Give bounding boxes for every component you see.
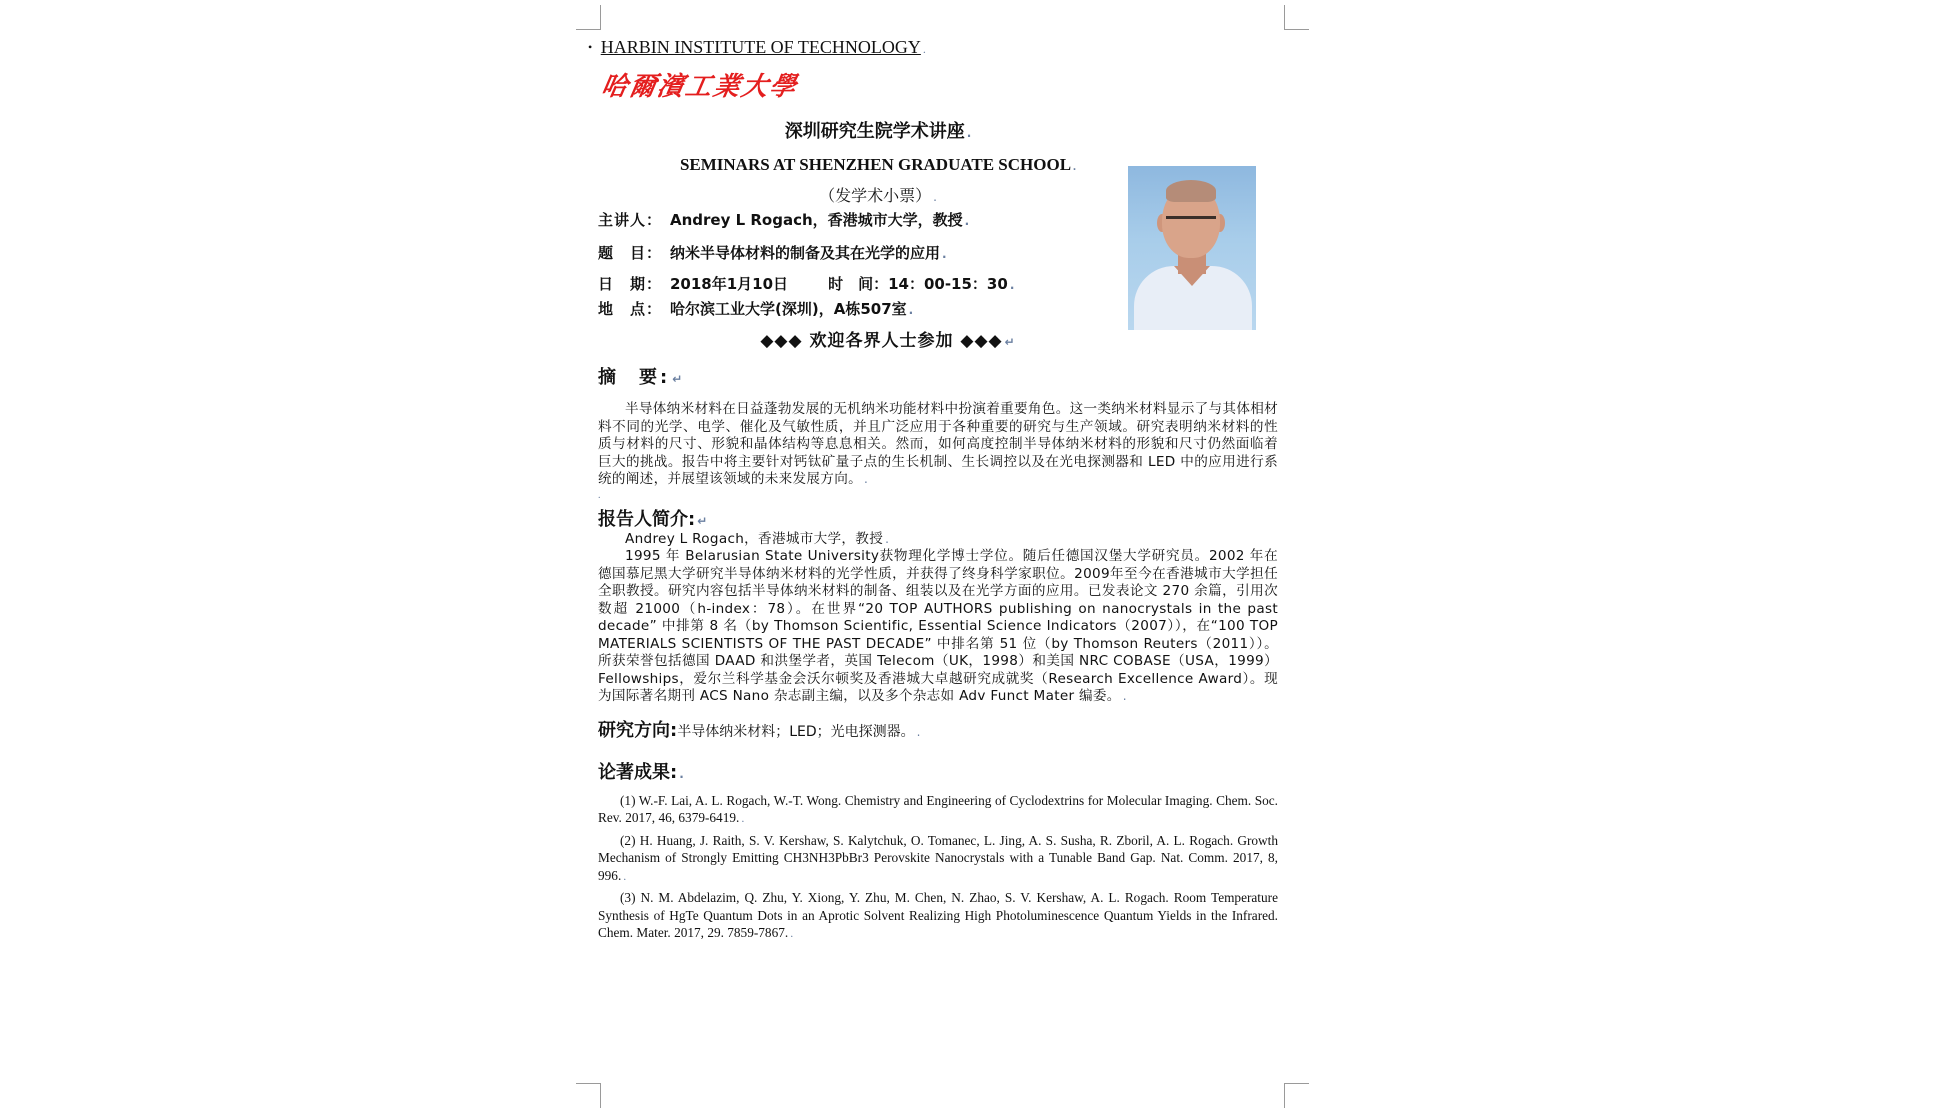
publication-item: (2) H. Huang, J. Raith, S. V. Kershaw, S. Kalytchuk, O. Tomanec, L. Jing, A. S. Susha, R. Zboril, A. L. Rogach. Growth Mechanism of Strongly Emitting CH3NH3PbBr3 Perovskite Nanocrystals with a Tunable Band Gap. Nat. Comm. 2017, 8, 996. .	[598, 832, 1278, 883]
speaker-label: 主讲人：	[598, 211, 663, 229]
speaker-value: Andrey L Rogach，香港城市大学，教授	[670, 211, 963, 229]
empty-paragraph-mark: .	[598, 489, 601, 501]
university-name-en[interactable]: HARBIN INSTITUTE OF TECHNOLOGY	[600, 37, 921, 57]
date-label: 日 期：	[598, 275, 663, 293]
research-line: 研究方向:半导体纳米材料；LED；光电探测器。 .	[598, 719, 921, 741]
venue-value: 哈尔滨工业大学(深圳)，A栋507室	[670, 300, 907, 318]
university-logo-cn: 哈爾濱工業大學	[598, 72, 801, 102]
publication-item: (3) N. M. Abdelazim, Q. Zhu, Y. Xiong, Y. Zhu, M. Chen, N. Zhao, S. V. Kershaw, A. L. Rogach. Room Temperature Synthesis of HgTe Quantum Dots in an Aprotic Solvent Realizing High Photoluminescence Quantum Yields in the Infrared. Chem. Mater. 2017, 29. 7859-7867. .	[598, 890, 1278, 940]
time-value: 14：00-15：30	[888, 275, 1008, 293]
seminar-title-cn: 深圳研究生院学术讲座 .	[784, 121, 972, 142]
speaker-photo	[1128, 166, 1256, 330]
research-value: 半导体纳米材料；LED；光电探测器。	[677, 723, 915, 740]
abstract-text: 半导体纳米材料在日益蓬勃发展的无机纳米功能材料中扮演着重要角色。这一类纳米材料显示了与其体相材料不同的光学、电学、催化及气敏性质，并且广泛应用于各种重要的研究与生产领域。研究表明纳米材料的性质与材料的尺寸、形貌和晶体结构等息息相关。然而，如何高度控制半导体纳米材料的形貌和尺寸仍然面临着巨大的挑战。报告中将主要针对钙钛矿量子点的生长机制、生长调控以及在光电探测器和 LED 中的应用进行系统的阐述，并展望该领域的未来发展方向。 .	[598, 401, 1279, 487]
ticket-note: （发学术小票） .	[819, 186, 937, 205]
date-value: 2018年1月10日	[670, 275, 789, 293]
topic-line: 题 目： 纳米半导体材料的制备及其在光学的应用 .	[598, 244, 947, 262]
venue-label: 地 点：	[598, 300, 663, 318]
bio-speaker-line: Andrey L Rogach，香港城市大学，教授 .	[625, 530, 890, 547]
topic-value: 纳米半导体材料的制备及其在光学的应用	[670, 244, 941, 262]
document-page[interactable]	[588, 36, 1280, 943]
page-corner-bottom-right	[1284, 1083, 1309, 1108]
seminar-title-en: SEMINARS AT SHENZHEN GRADUATE SCHOOL .	[679, 155, 1077, 174]
abstract-heading: 摘 要: ↵	[598, 367, 686, 388]
bio-text: 1995 年 Belarusian State University获物理化学博士学位。随后任德国汉堡大学研究员。2002 年在德国慕尼黑大学研究半导体纳米材料的光学性质，并获得了终身科学家职位。2009年至今在香港城市大学担任全职教授。研究内容包括半导体纳米材料的制备、组装以及在光学方面的应用。已发表论文 270 余篇，引用次数超 21000（h-index：78）。在世界“20 TOP AUTHORS publishing on nanocrystals in the past decade” 中排第 8 名（by Thomson Scientific, Essential Science Indicators（2007）），在“100 TOP MATERIALS SCIENTISTS OF THE PAST DECADE” 中排名第 51 位（by Thomson Reuters（2011））。所获荣誉包括德国 DAAD 和洪堡学者，英国 Telecom（UK，1998）和美国 NRC COBASE（USA，1999）Fellowships，爱尔兰科学基金会沃尔顿奖及香港城大卓越研究成就奖（Research Excellence Award）。现为国际著名期刊 ACS Nano 杂志副主编，以及多个杂志如 Adv Funct Mater 编委。 .	[598, 548, 1278, 704]
topic-label: 题 目：	[598, 244, 663, 262]
university-header-line: • HARBIN INSTITUTE OF TECHNOLOGY .	[588, 37, 926, 57]
publications-list	[598, 792, 1280, 943]
date-time-line: 日 期： 2018年1月10日 时 间：14：00-15：30 .	[598, 275, 1015, 293]
bio-heading: 报告人简介: ↵	[598, 508, 708, 530]
research-label: 研究方向:	[598, 719, 678, 741]
bullet-mark: •	[588, 40, 593, 54]
welcome-banner: ◆◆◆ 欢迎各界人士参加 ◆◆◆ ↵	[760, 331, 1016, 351]
page-corner-top-right	[1284, 5, 1309, 30]
time-label: 时 间：	[828, 275, 889, 293]
page-corner-top-left	[576, 5, 601, 30]
publications-heading: 论著成果: .	[598, 761, 684, 783]
page-corner-bottom-left	[576, 1083, 601, 1108]
speaker-line: 主讲人： Andrey L Rogach，香港城市大学，教授 .	[598, 211, 970, 229]
venue-line: 地 点： 哈尔滨工业大学(深圳)，A栋507室 .	[598, 300, 914, 318]
publication-item: (1) W.-F. Lai, A. L. Rogach, W.-T. Wong. Chemistry and Engineering of Cyclodextrins for Molecular Imaging. Chem. Soc. Rev. 2017, 46, 6379-6419. .	[598, 792, 1278, 825]
